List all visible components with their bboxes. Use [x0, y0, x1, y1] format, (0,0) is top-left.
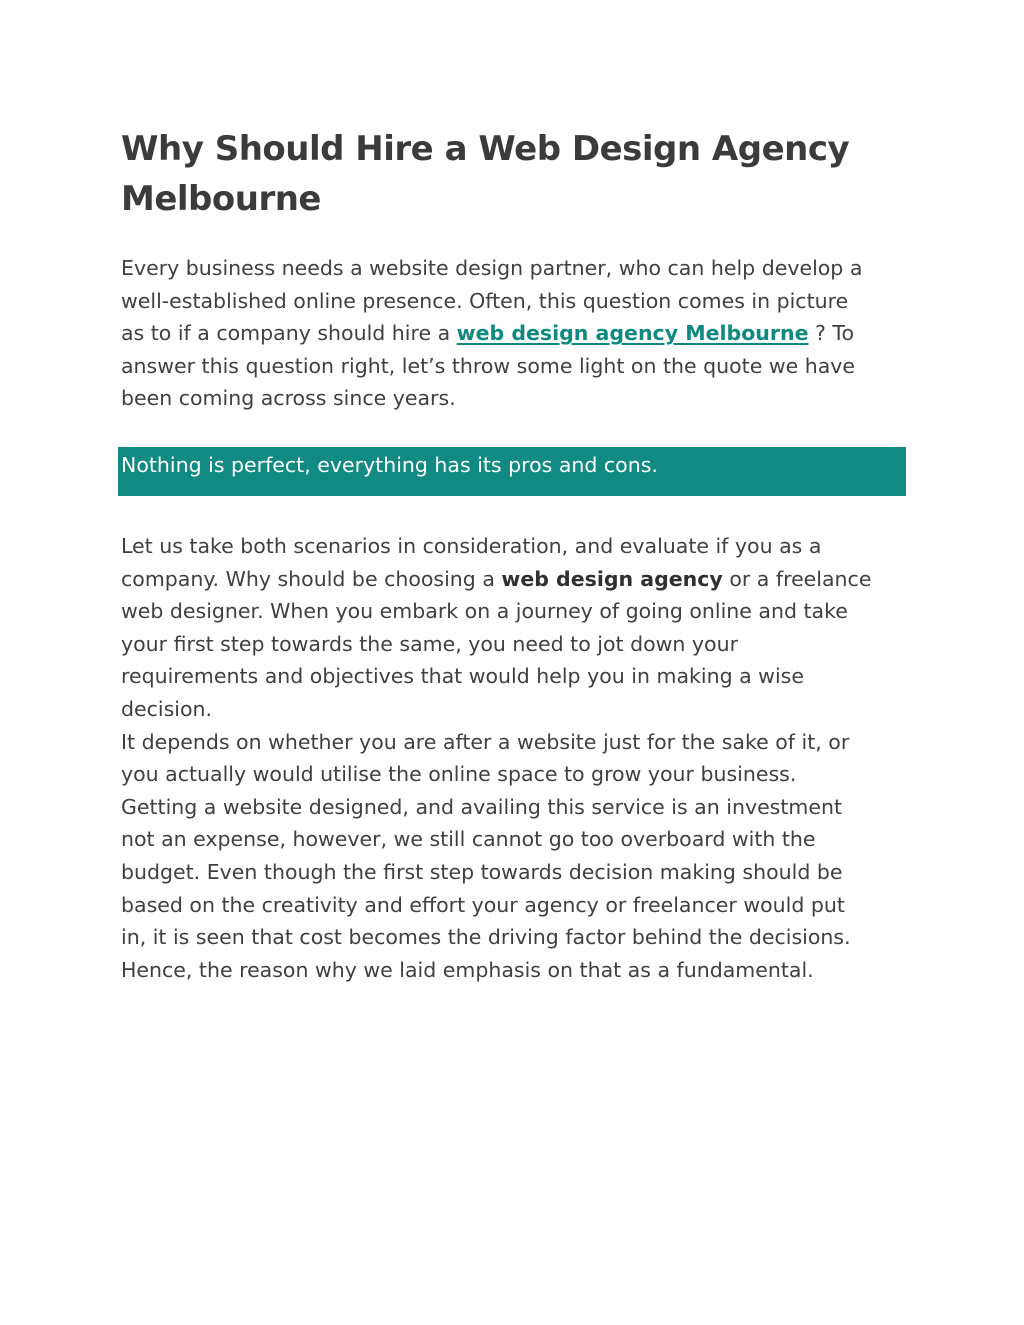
title-line-1: Why Should Hire a Web Design Agency [121, 129, 850, 169]
body-paragraph [121, 530, 871, 986]
bold-keyword: web design agency [501, 566, 723, 591]
body-line: Getting a website designed, and availing this service is an investment [121, 794, 843, 819]
body-line-with-bold [121, 563, 871, 596]
web-design-agency-melbourne-link[interactable]: web design agency Melbourne [456, 321, 809, 346]
body-line: you actually would utilise the online space to grow your business. [121, 762, 797, 787]
body-line: budget. Even though the first step towards decision making should be [121, 859, 843, 884]
body-line: requirements and objectives that would help you in making a wise [121, 664, 804, 689]
body-text: or a freelance [722, 566, 872, 591]
highlight-quote-box [118, 447, 906, 496]
body-line: It depends on whether you are after a website just for the sake of it, or [121, 729, 850, 754]
title-line-2: Melbourne [121, 179, 321, 219]
body-line: Let us take both scenarios in consideration, and evaluate if you as a [121, 534, 822, 558]
body-line: your first step towards the same, you need to jot down your [121, 631, 738, 656]
intro-line-with-link [121, 317, 862, 350]
intro-line: answer this question right, let’s throw some light on the quote we have [121, 353, 856, 378]
body-line: based on the creativity and effort your agency or freelancer would put [121, 892, 845, 917]
intro-line: been coming across since years. [121, 386, 456, 411]
body-text: company. Why should be choosing a [121, 566, 502, 591]
body-line: web designer. When you embark on a journey of going online and take [121, 599, 848, 624]
body-line: in, it is seen that cost becomes the driving factor behind the decisions. [121, 925, 851, 950]
intro-text: ? To [808, 321, 854, 346]
body-line: decision. [121, 696, 213, 721]
page-title [121, 124, 901, 224]
body-line: Hence, the reason why we laid emphasis on that as a fundamental. [121, 957, 814, 982]
intro-line: Every business needs a website design partner, who can help develop a [121, 256, 863, 280]
intro-line: well-established online presence. Often, this question comes in picture [121, 288, 849, 313]
intro-text: as to if a company should hire a [121, 321, 457, 346]
body-line: not an expense, however, we still cannot go too overboard with the [121, 827, 816, 852]
intro-paragraph [121, 252, 862, 415]
highlight-quote-text: Nothing is perfect, everything has its pros and cons. [121, 453, 658, 477]
